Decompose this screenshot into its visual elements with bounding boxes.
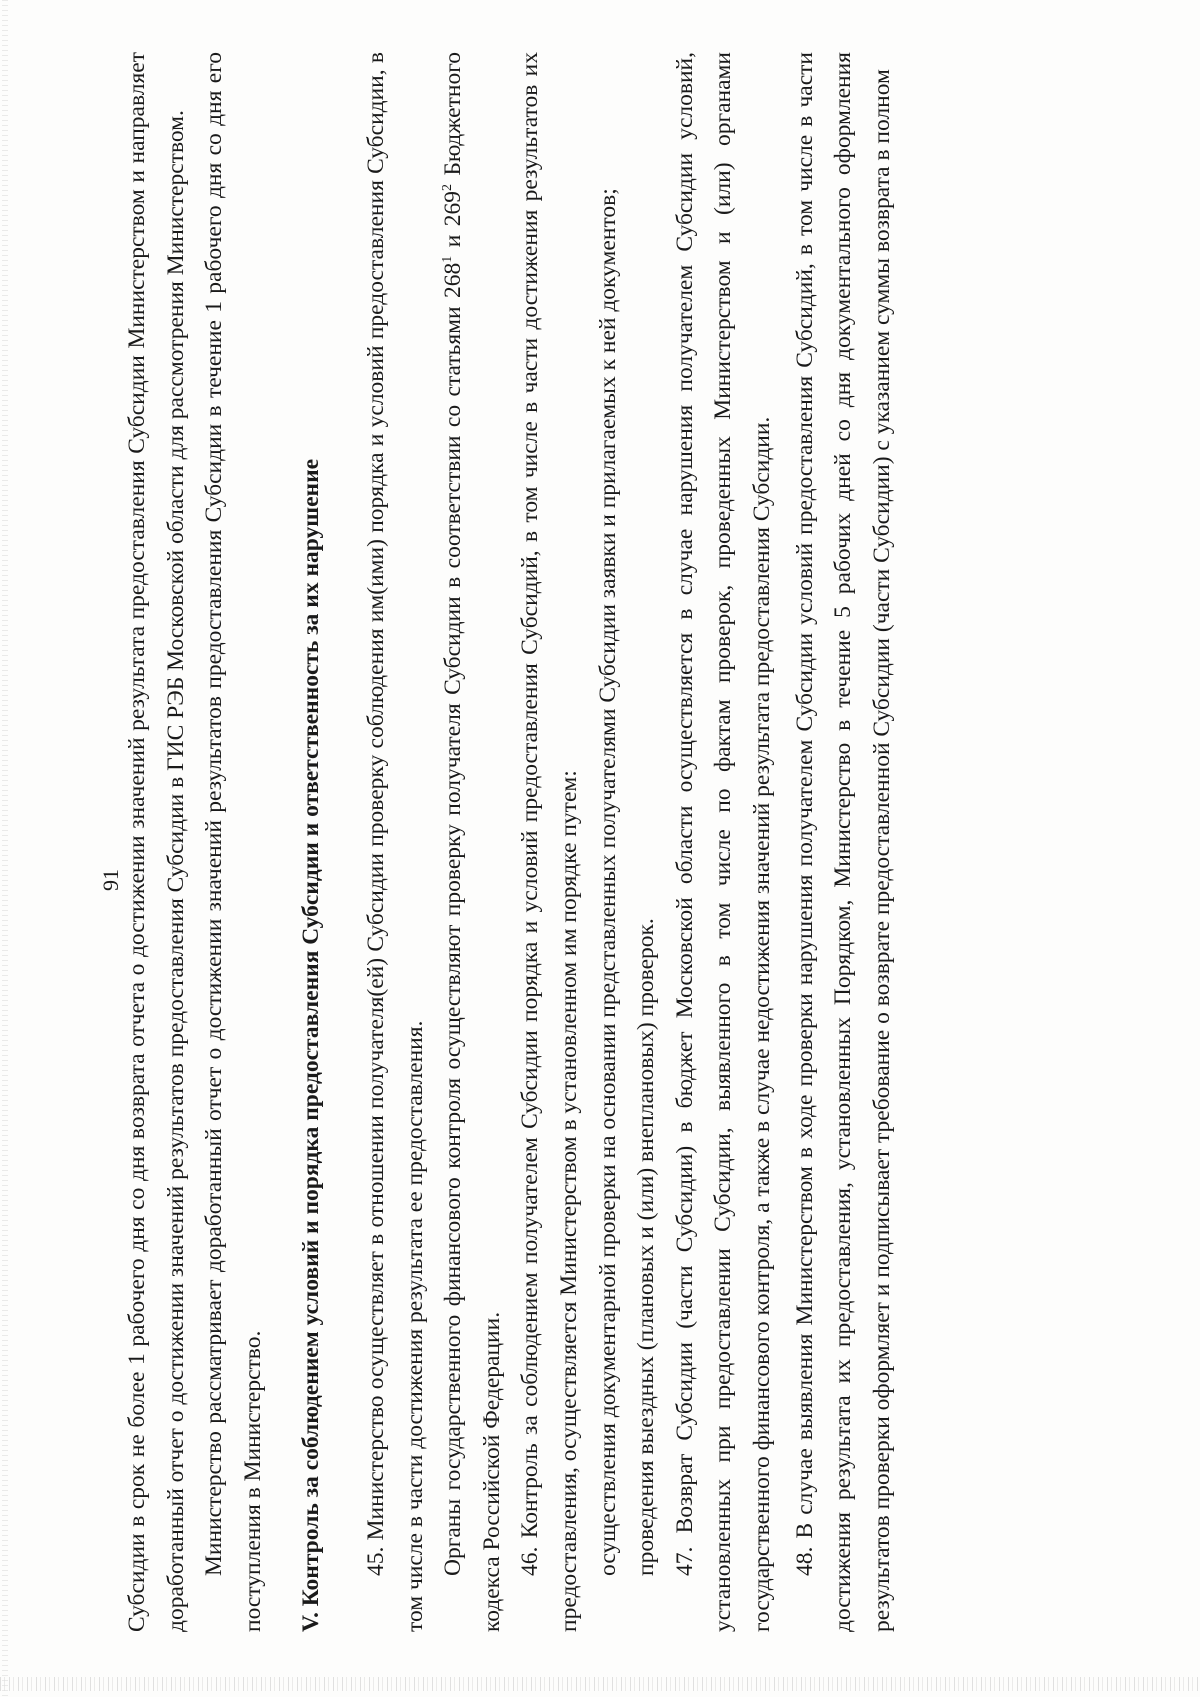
paragraph-46: 46. Контроль за соблюдением получателем Субсидии порядка и условий предоставления Субсидий, в том числе в части достижения результатов их предоставления, осуществляется Министерством в установленном им порядке путем: xyxy=(517,52,582,1632)
document-body xyxy=(118,52,901,1632)
scan-bottom-artifact xyxy=(0,1677,1200,1691)
paragraph-45: 45. Министерство осуществляет в отношении получателя(ей) Субсидии проверку соблюдения им(ими) порядка и условий предоставления Субсидии, в том числе в части достижения результата ее предоставления. xyxy=(362,52,428,1632)
p45b-middle: и 269 xyxy=(440,191,467,256)
p45b-sup1: 1 xyxy=(440,255,456,263)
paragraph-continuation: Субсидии в срок не более 1 рабочего дня со дня возврата отчета о достижении значений результата предоставления Субсидии Министерством и направляет доработанный отчет о достижении значений результатов предоставления Субсидии в ГИС РЭБ Московской области для рассмотрения Министерством. xyxy=(124,52,189,1632)
p45b-sup2: 2 xyxy=(440,184,456,191)
section-heading: V. Контроль за соблюдением условий и порядка предоставления Субсидии и ответственность за их нарушение xyxy=(298,458,325,1632)
paragraph-47: 47. Возврат Субсидии (части Субсидии) в бюджет Московской области осуществляется в случае нарушения получателем Субсидии условий, установленных при предоставлении Субсидии, выявленного в том числе по фактам проверок, проведенных Министерством и (или) органами государственного финансового контроля, а также в случае недостижения значений результата предоставления Субсидии. xyxy=(671,52,775,1632)
page-number: 91 xyxy=(98,869,123,891)
paragraph-48: 48. В случае выявления Министерством в ходе проверки нарушения получателем Субсидии условий предоставления Субсидий, в том числе в части достижения результата их предоставления, установленных Порядком, Министерство в течение 5 рабочих дней со дня документального оформления результатов проверки оформляет и подписывает требование о возврате предоставленной Субсидии (части Субсидии) с указанием суммы возврата в полном xyxy=(791,52,895,1632)
p45b-after: Бюджетного кодекса Российской Федерации. xyxy=(440,51,505,1632)
paragraph-46-onsite: проведения выездных (плановых и (или) внеплановых) проверок. xyxy=(633,918,660,1576)
p45b-before: Органы государственного финансового контроля осуществляют проверку получателя Субсидии в соответствии со статьями 268 xyxy=(440,262,467,1576)
paragraph-45-control-bodies xyxy=(434,52,511,1632)
paragraph-review: Министерство рассматривает доработанный отчет о достижении значений результатов предоставления Субсидии в течение 1 рабочего дня со дня его поступления в Министерство. xyxy=(201,52,266,1632)
scan-edge-artifact xyxy=(2,0,8,1697)
paragraph-46-documentary: осуществления документарной проверки на основании представленных получателями Субсидии заявки и прилагаемых к ней документов; xyxy=(594,188,621,1576)
